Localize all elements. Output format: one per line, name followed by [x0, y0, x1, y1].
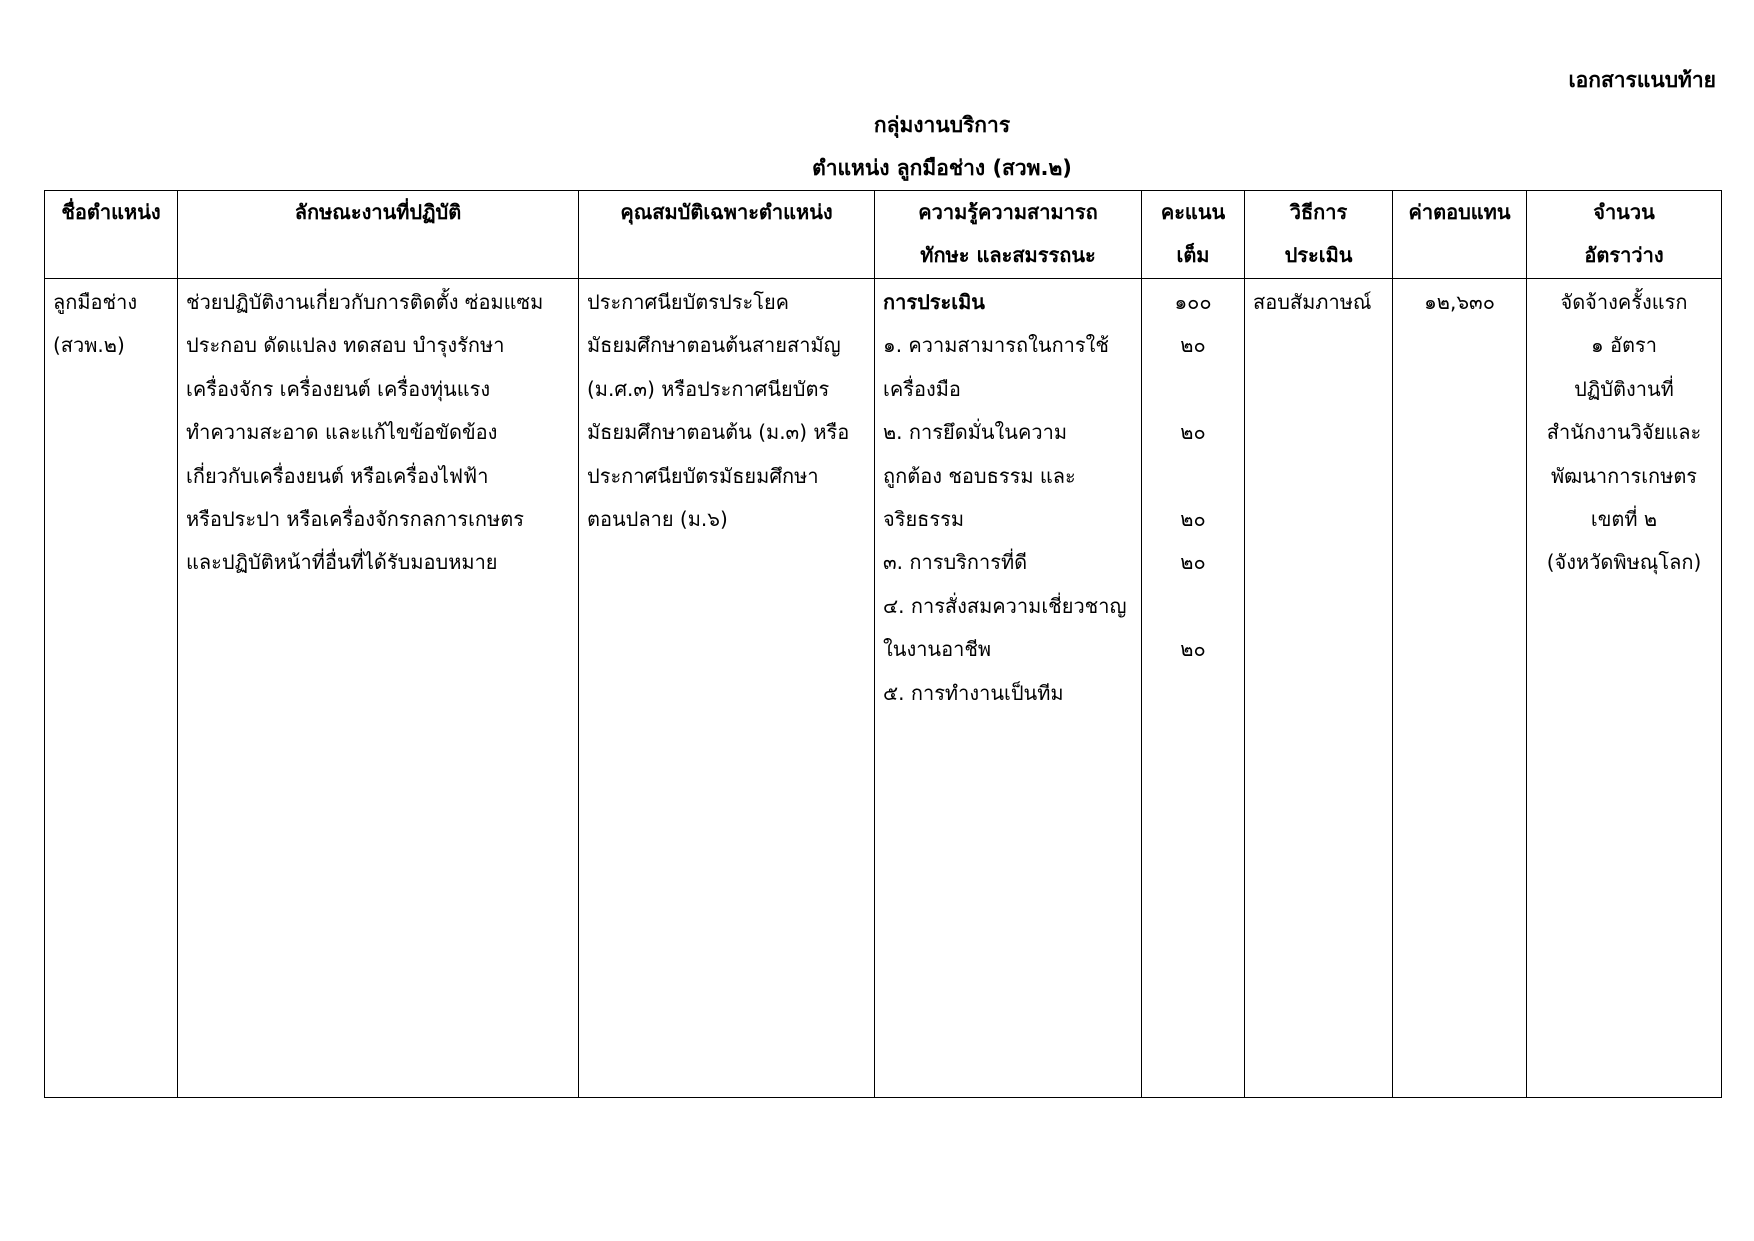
table-row — [45, 279, 1722, 1098]
cell-position-name: ลูกมือช่าง (สวพ.๒) — [45, 279, 178, 1098]
cell-qualifications: ประกาศนียบัตรประโยค มัธยมศึกษาตอนต้นสายสามัญ (ม.ศ.๓) หรือประกาศนียบัตร มัธยมศึกษาตอนต้น (ม.๓) หรือ ประกาศนียบัตรมัธยมศึกษา ตอนปลาย (ม.๖) — [579, 279, 875, 1098]
cell-vacancies: จัดจ้างครั้งแรก ๑ อัตรา ปฏิบัติงานที่ สำนักงานวิจัยและ พัฒนาการเกษตร เขตที่ ๒ (จังหวัดพิษณุโลก) — [1527, 279, 1722, 1098]
header-vacancies: จำนวน อัตราว่าง — [1527, 191, 1722, 279]
cell-competencies: การประเมิน ๑. ความสามารถในการใช้ เครื่องมือ ๒. การยึดมั่นในความ ถูกต้อง ชอบธรรม และ จริยธรรม ๓. การบริการที่ดี ๔. การสั่งสมความเชี่ยวชาญ ในงานอาชีพ ๕. การทำงานเป็นทีม — [875, 279, 1142, 1098]
group-title: กลุ่มงานบริการ — [873, 113, 1011, 137]
header-position-name: ชื่อตำแหน่ง — [45, 191, 178, 279]
competency-heading: การประเมิน — [883, 290, 985, 314]
header-compensation: ค่าตอบแทน — [1393, 191, 1527, 279]
header-competencies: ความรู้ความสามารถ ทักษะ และสมรรถนะ — [875, 191, 1142, 279]
header-full-score: คะแนน เต็ม — [1142, 191, 1245, 279]
position-title: ตำแหน่ง ลูกมือช่าง (สวพ.๒) — [812, 156, 1072, 180]
table-header-row — [45, 191, 1722, 279]
position-table — [44, 190, 1722, 1098]
cell-job-description: ช่วยปฏิบัติงานเกี่ยวกับการติดตั้ง ซ่อมแซม ประกอบ ดัดแปลง ทดสอบ บำรุงรักษา เครื่องจักร เครื่องยนต์ เครื่องทุ่นแรง ทำความสะอาด และแก้ไขข้อขัดข้อง เกี่ยวกับเครื่องยนต์ หรือเครื่องไฟฟ้า หรือประปา หรือเครื่องจักรกลการเกษตร และปฏิบัติหน้าที่อื่นที่ได้รับมอบหมาย — [178, 279, 579, 1098]
header-qualifications: คุณสมบัติเฉพาะตำแหน่ง — [579, 191, 875, 279]
header-evaluation-method: วิธีการ ประเมิน — [1245, 191, 1393, 279]
header-job-description: ลักษณะงานที่ปฏิบัติ — [178, 191, 579, 279]
cell-evaluation-method: สอบสัมภาษณ์ — [1245, 279, 1393, 1098]
cell-compensation: ๑๒,๖๓๐ — [1393, 279, 1527, 1098]
cell-full-score: ๑๐๐ ๒๐ ๒๐ ๒๐ ๒๐ ๒๐ — [1142, 279, 1245, 1098]
attachment-label: เอกสารแนบท้าย — [1568, 68, 1716, 92]
